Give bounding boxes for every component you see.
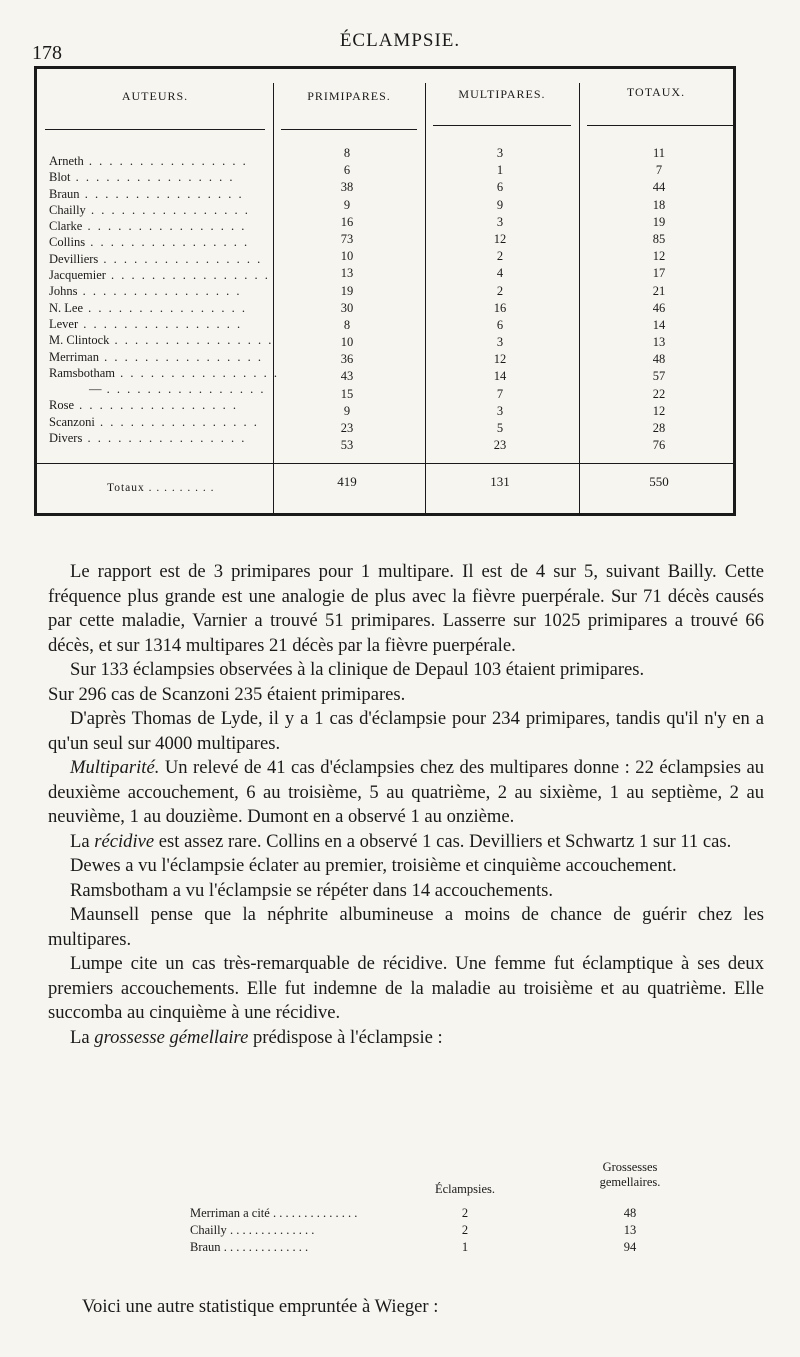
total-primipares: 419 (337, 474, 357, 489)
twin-grossesses-cell: 48 (623, 1206, 637, 1220)
multipares-cell: 2 (496, 283, 504, 298)
twin-table-author: Merriman a cité . . . . . . . . . . . . . . (190, 1206, 358, 1220)
totals-cell: 19 (652, 214, 666, 229)
totals-cell: 11 (652, 146, 666, 160)
multipares-cell: 5 (496, 421, 504, 435)
multipares-cell: 9 (496, 197, 504, 212)
multipares-cell: 2 (496, 249, 504, 264)
paragraph: Lumpe cite un cas très-remarquable de récidive. Une femme fut éclamptique à ses deux premiers accouchements. Elle fut indemne de la maladie au troisième et au quatrième. Elle succomba au cinquième à une récidive. (48, 953, 764, 1023)
multipares-cell: 23 (493, 438, 507, 453)
paragraph: Sur 296 cas de Scanzoni 235 étaient primipares. (48, 683, 406, 705)
primipares-cell: 23 (340, 421, 354, 435)
primipares-cell: 15 (340, 386, 354, 401)
author-row: Blot . . . . . . . . . . . . . . . . (49, 170, 235, 185)
header-multipares: MULTIPARES. (458, 87, 546, 101)
paragraph-text: La (70, 830, 95, 852)
twin-author-name: Braun (190, 1240, 221, 1254)
column-divider (425, 83, 426, 513)
primipares-cell: 43 (340, 369, 354, 384)
author-row: Lever . . . . . . . . . . . . . . . . (49, 316, 243, 331)
author-name: N. Lee (49, 300, 84, 315)
totals-cell: 18 (652, 197, 666, 212)
author-row: Clarke . . . . . . . . . . . . . . . . (49, 219, 247, 234)
paragraph: Dewes a vu l'éclampsie éclater au premier, troisième et cinquième accouchement. (70, 855, 677, 876)
totals-cell: 17 (652, 266, 666, 281)
author-row: Devilliers . . . . . . . . . . . . . . . . (49, 251, 263, 266)
totals-cell: 57 (652, 369, 666, 384)
totals-cell: 85 (652, 231, 666, 246)
multipares-cell: 6 (496, 317, 504, 332)
author-row: Collins . . . . . . . . . . . . . . . . (49, 235, 250, 250)
author-row: Rose . . . . . . . . . . . . . . . . (49, 398, 238, 413)
author-row: Arneth . . . . . . . . . . . . . . . . (49, 154, 248, 168)
twin-author-name: Chailly (190, 1223, 227, 1237)
header-primipares: PRIMIPARES. (307, 89, 391, 103)
author-row: — . . . . . . . . . . . . . . . . (49, 381, 279, 397)
twin-eclampsies-cell: 2 (461, 1206, 469, 1220)
total-rule (37, 463, 733, 464)
paragraph: Sur 133 éclampsies observées à la clinique de Depaul 103 étaient primipares. (70, 659, 645, 680)
author-name: Blot (49, 170, 71, 185)
author-name: Chailly (49, 202, 86, 217)
author-list (49, 153, 279, 446)
author-row: Chailly . . . . . . . . . . . . . . . . (49, 202, 250, 217)
header-grossesses-line1: Grossesses (602, 1160, 658, 1174)
primipares-cell: 8 (343, 317, 351, 332)
multipares-column (480, 145, 520, 454)
author-row: Divers . . . . . . . . . . . . . . . . (49, 431, 247, 446)
multipares-cell: 4 (496, 266, 504, 281)
primipares-cell: 6 (343, 163, 351, 178)
total-row-label: Totaux . . . . . . . . . (107, 482, 215, 494)
total-label-text: Totaux (107, 482, 145, 494)
header-rule (587, 125, 733, 126)
primipares-cell: 19 (340, 283, 354, 298)
page-number: 178 (32, 42, 62, 64)
paragraph (48, 756, 764, 830)
paragraph: Maunsell pense que la néphrite albumineuse a moins de chance de guérir chez les multipares. (48, 904, 764, 950)
primipares-cell: 10 (340, 335, 354, 350)
primipares-cell: 8 (343, 146, 351, 160)
multipares-cell: 6 (496, 180, 504, 195)
term-recidive: récidive (94, 830, 155, 852)
primipares-cell: 13 (340, 266, 354, 281)
author-name: Devilliers (49, 251, 99, 266)
multipares-cell: 3 (496, 146, 504, 160)
totals-cell: 7 (655, 163, 663, 178)
paragraph: Ramsbotham a vu l'éclampsie se répéter dans 14 accouchements. (70, 879, 554, 901)
twin-grossesses-cell: 13 (623, 1223, 637, 1237)
twin-eclampsies-cell: 1 (461, 1240, 469, 1254)
twin-author-name: Merriman a cité (190, 1206, 270, 1220)
author-name: Ramsbotham (49, 365, 115, 380)
author-row: Scanzoni . . . . . . . . . . . . . . . . (49, 414, 259, 429)
primipares-cell: 53 (340, 438, 354, 453)
header-totals: TOTAUX. (626, 85, 686, 99)
totals-cell: 76 (652, 438, 666, 453)
primipares-cell: 36 (340, 352, 354, 367)
twin-grossesses-cell: 94 (623, 1240, 637, 1254)
totals-cell: 21 (652, 283, 666, 298)
totals-cell: 13 (652, 335, 666, 350)
author-name: Braun (49, 186, 80, 201)
multipares-cell: 12 (493, 231, 507, 246)
multipares-cell: 1 (496, 163, 504, 178)
author-name: — (89, 382, 102, 397)
header-grossesses-line2: gemellaires. (599, 1175, 661, 1189)
author-row: Ramsbotham . . . . . . . . . . . . . . . . (49, 365, 279, 380)
paragraph-text: La (70, 1026, 95, 1048)
author-row: Braun . . . . . . . . . . . . . . . . (49, 186, 244, 201)
author-name: Jacquemier (49, 268, 106, 283)
author-name: Divers (49, 431, 83, 446)
author-name: Lever (49, 316, 79, 331)
author-name: Johns (49, 284, 78, 299)
paragraph: D'après Thomas de Lyde, il y a 1 cas d'éclampsie pour 234 primipares, tandis qu'il n'y en a qu'un seul sur 4000 multipares. (48, 708, 764, 754)
term-grossesse-gemellaire: grossesse gémellaire (94, 1026, 249, 1048)
header-eclampsies: Éclampsies. (434, 1182, 496, 1196)
totals-cell: 14 (652, 317, 666, 332)
author-name: Collins (49, 235, 86, 250)
author-name: Scanzoni (49, 414, 95, 429)
header-rule (433, 125, 571, 126)
author-row: M. Clintock . . . . . . . . . . . . . . . . (49, 333, 274, 348)
author-name: Clarke (49, 219, 83, 234)
header-rule (45, 129, 265, 130)
paragraph-text: est assez rare. Collins en a observé 1 cas. Devilliers et Schwartz 1 sur 11 cas. (154, 830, 732, 852)
header-grossesses (575, 1160, 685, 1190)
primipares-cell: 38 (340, 180, 354, 195)
primipares-cell: 30 (340, 300, 354, 315)
twin-table-author: Braun . . . . . . . . . . . . . . (190, 1240, 309, 1254)
primipares-cell: 9 (343, 197, 351, 212)
term-multiparite: Multiparité. (70, 757, 160, 778)
primipares-column (327, 145, 367, 454)
multipares-cell: 12 (493, 352, 507, 367)
twin-table-author: Chailly . . . . . . . . . . . . . . (190, 1223, 315, 1237)
totals-cell: 12 (652, 249, 666, 264)
totals-cell: 22 (652, 386, 666, 401)
column-divider (579, 83, 580, 513)
totals-cell: 46 (652, 300, 666, 315)
primipares-cell: 9 (343, 403, 351, 418)
closing-line: Voici une autre statistique empruntée à Wieger : (82, 1296, 439, 1317)
author-row: N. Lee . . . . . . . . . . . . . . . . (49, 300, 248, 315)
statistics-table (34, 66, 736, 516)
total-multipares: 131 (490, 474, 510, 489)
totals-cell: 28 (652, 421, 666, 435)
author-name: Arneth (49, 154, 84, 168)
twin-eclampsies-cell: 2 (461, 1223, 469, 1237)
paragraph: Le rapport est de 3 primipares pour 1 multipare. Il est de 4 sur 5, suivant Bailly. Cette fréquence plus grande est une analogie de plus avec la fièvre puerpérale. Sur 71 décès causés par cette maladie, Varnier a trouvé 51 primipares. Lasserre sur 1025 primipares a trouvé 66 décès, et sur 1314 multipares 21 décès par la fièvre puerpérale. (48, 561, 764, 656)
author-name: Rose (49, 398, 74, 413)
author-row: Johns . . . . . . . . . . . . . . . . (49, 284, 242, 299)
totals-column (639, 145, 679, 454)
header-rule (281, 129, 417, 130)
author-row: Merriman . . . . . . . . . . . . . . . . (49, 349, 263, 364)
multipares-cell: 16 (493, 300, 507, 315)
running-title: ÉCLAMPSIE. (339, 30, 461, 51)
multipares-cell: 7 (496, 386, 504, 401)
paragraph-text: Un relevé de 41 cas d'éclampsies chez des multipares donne : 22 éclampsies au deuxième accouchement, 6 au troisième, 5 au quatrième, 2 au sixième, 1 au septième, 2 au neuvième, 1 au douzième. Dumont en a observé 1 au onzième. (48, 757, 764, 827)
primipares-cell: 10 (340, 249, 354, 264)
total-totals: 550 (649, 474, 669, 489)
totals-cell: 44 (652, 180, 666, 195)
totals-cell: 48 (652, 352, 666, 367)
paragraph (48, 1026, 764, 1051)
primipares-cell: 16 (340, 214, 354, 229)
paragraph-text: prédispose à l'éclampsie : (248, 1026, 443, 1048)
primipares-cell: 73 (340, 231, 354, 246)
paragraph (48, 830, 764, 855)
author-name: M. Clintock (49, 333, 110, 348)
multipares-cell: 14 (493, 369, 507, 384)
multipares-cell: 3 (496, 214, 504, 229)
totals-cell: 12 (652, 403, 666, 418)
header-authors: AUTEURS. (121, 89, 189, 103)
multipares-cell: 3 (496, 335, 504, 350)
author-name: Merriman (49, 349, 99, 364)
body-text (48, 560, 764, 1050)
author-row: Jacquemier . . . . . . . . . . . . . . . . (49, 268, 270, 283)
multipares-cell: 3 (496, 403, 504, 418)
